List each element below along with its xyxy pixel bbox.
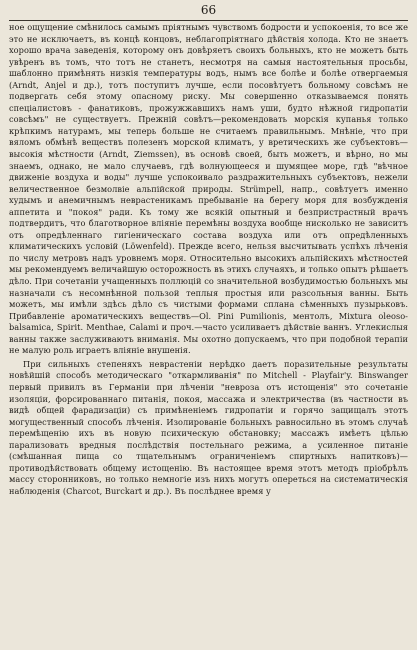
paragraph-1: ное ощущение смѣнилось самымъ пріятнымъ чувствомъ бодрости и успокоенія, то все же это не исключаетъ, въ концѣ концовъ, неблагопріятнаго дѣйствія холода. Кто не знаетъ хорошо врача заведенія, которому онъ довѣряетъ своихъ больныхъ, кто не можетъ быть увѣренъ въ томъ, что тотъ не станетъ, несмотря на самыя настоятельныя просьбы, шаблонно примѣнять низкія температуры водъ, нымъ все болѣе и болѣе отвергаемыя (Arndt, Anjel и др.), тотъ поступитъ лучше, если посовѣтуетъ больному совсѣмъ не подвергать себя этому опасному риску. Мы совершенно отказываемся понять спеціалистовъ - фанатиковъ, прожужжавшихъ намъ уши, будто нѣжной гидропатіи совсѣмъ" не существуетъ. Прежній совѣтъ—рекомендовать морскія купанья только крѣпкимъ натурамъ, мы теперь больше не считаемъ правильнымъ. Мнѣніе, что при вяломъ обмѣнѣ веществъ полезенъ морской климатъ, у вретическихъ же субъектовъ—высокія мѣстности (Arndt, Ziemssen), въ основѣ своей, быть можетъ, и вѣрно, но мы знаемъ, однако, не мало случаевъ, гдѣ волнующееся и шумящее море, гдѣ "вѣчное движеніе воздуха и воды" лучше успокоивало раздражительныхъ субъектовъ, нежели величественное безмолвіе альпійской природы. Strümpell, напр., совѣтуетъ именно худымъ и анемичнымъ неврастеникамъ пребываніе на берегу моря для возбужденія аппетита и "покоя" ради. Къ тому же всякій опытный и безпристрастный врачъ подтвердитъ, что благотворное вліяніе перемѣны воздуха вообще нисколько не зависитъ отъ опредѣленнаго гигіеническаго состава воздуха или отъ опредѣленныхъ климатическихъ условій (Löwenfeld). Прежде всего, нельзя высчитывать успѣхъ лѣченія по числу метровъ надъ уровнемъ моря. Относительно высокихъ альпійскихъ мѣстностей мы рекомендуемъ величайшую осторожность въ этихъ случаяхъ, и только опытъ рѣшаетъ дѣло. При сочетаніи учащенныхъ поллюцій со значительной возбудимостью больныхъ мы назначали съ несомнѣнной пользой теплыя простыя или разсольныя ванны. Быть можетъ, мы имѣли здѣсь дѣло съ чистыми формами сплана сѣменныхъ пузырьковъ. Прибавленіе ароматическихъ веществъ—Ol. Pini Pumilionis, ментолъ, Mixtura oleoso-balsamica, Spirit. Menthae, Calami и проч.—часто усиливаетъ дѣйствіе ваннъ. Углекислыя ванны также заслуживаютъ вниманія. Мы охотно допускаемъ, что при подобной терапіи не малую роль играетъ вліяніе внушенія. (9, 22, 408, 356)
header-rule (9, 20, 408, 21)
paragraph-2: При сильныхъ степеняхъ неврастеніи нерѣдко даетъ поразительные результаты новѣйшій способъ методическаго "откармливанія" по Mitchell - Playfair'y. Binswanger первый привилъ въ Германіи при лѣченіи "невроза отъ истощенія" это сочетаніе изоляціи, форсированнаго питанія, покоя, массажа и электричества (въ частности въ видѣ общей фарадизаціи) съ примѣненіемъ гидропатіи и горячо защищалъ этотъ могущественный способъ лѣченія. Изолированіе больныхъ равносильно въ этомъ случаѣ перемѣщенію ихъ въ новую психическую обстановку; массажъ имѣетъ цѣлью парализовать вредныя послѣдствія постельнаго режима, а усиленное питаніе (смѣшанная пища со тщательнымъ ограниченіемъ спиртныхъ напитковъ)—противодѣйствовать общему истощенію. Въ настоящее время этотъ методъ пріобрѣлъ массу сторонниковъ, но только немногіе изъ нихъ могутъ опереться на систематическія наблюденія (Charcot, Burckart и др.). Въ послѣднее время у (9, 358, 408, 496)
body-text (9, 22, 408, 497)
page-number: 66 (200, 3, 217, 17)
